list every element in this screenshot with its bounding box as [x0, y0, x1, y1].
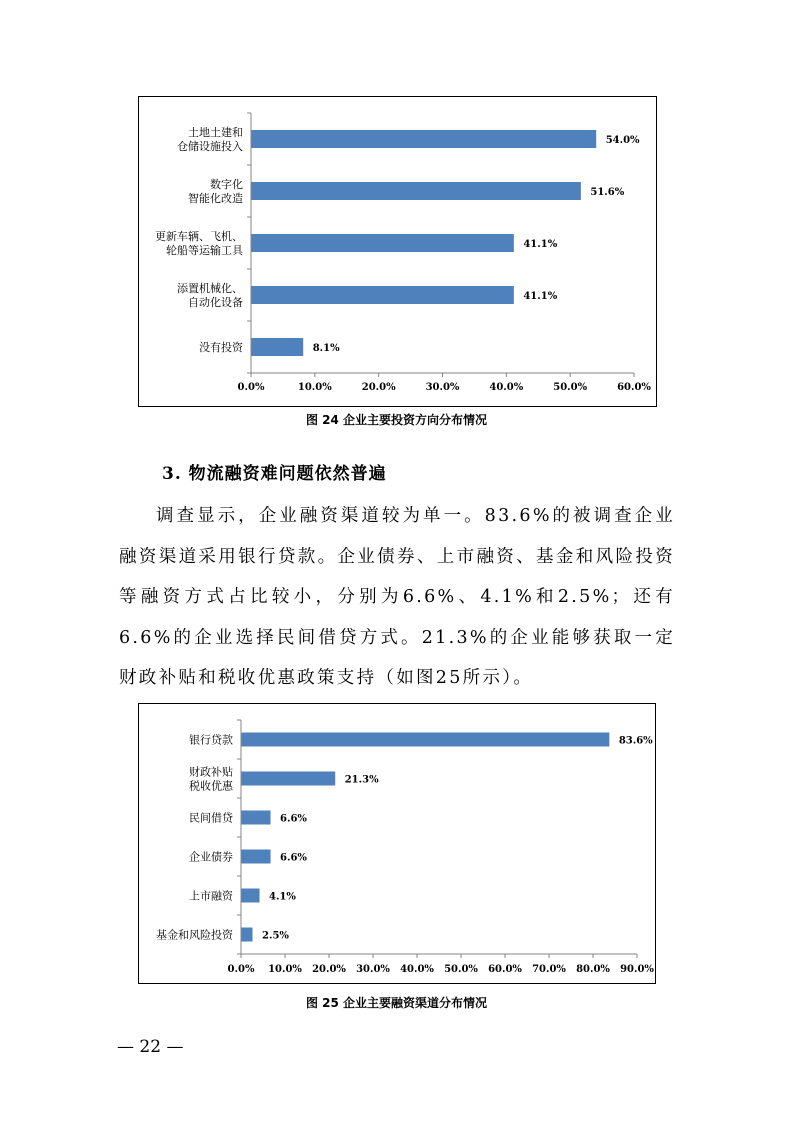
chart24-tick-label: 10.0%: [297, 382, 332, 393]
chart24-data-label: 51.6%: [590, 187, 625, 198]
chart24-data-label: 41.1%: [523, 239, 558, 250]
chart25-bar: [242, 772, 336, 786]
chart24-category-label: 添置机械化、自动化设备: [177, 282, 243, 309]
chart25-category-label: 民间借贷: [189, 811, 233, 825]
chart25-data-label: 4.1%: [269, 891, 296, 903]
chart25-data-label: 2.5%: [262, 930, 289, 942]
chart24-category-label: 土地土建和仓储设施投入: [177, 126, 243, 153]
chart24-category-label: 数字化智能化改造: [188, 178, 243, 205]
chart25-data-label: 83.6%: [618, 735, 653, 747]
chart24-category-label: 没有投资: [199, 341, 243, 354]
chart25-tick-label: 90.0%: [620, 964, 654, 975]
chart25-category-label: 上市融资: [189, 889, 233, 903]
chart25-bar: [242, 850, 271, 864]
figure-25-caption: 图 25 企业主要融资渠道分布情况: [305, 996, 488, 1010]
chart24-tick-label: 40.0%: [489, 382, 524, 393]
chart24-tick-label: 50.0%: [553, 382, 588, 393]
chart24-bar: [252, 338, 304, 356]
page-number: — 22 —: [117, 1037, 184, 1057]
chart24-data-label: 41.1%: [523, 291, 558, 302]
chart24-bar: [252, 286, 514, 304]
chart25-data-label: 21.3%: [344, 774, 379, 786]
chart25-tick-label: 0.0%: [227, 964, 255, 975]
chart25-category-label: 基金和风险投资: [156, 928, 233, 942]
chart24-category-label: 更新车辆、飞机、轮船等运输工具: [155, 230, 243, 257]
chart-financing-channels-svg: [139, 704, 657, 985]
figure-24-caption: 图 24 企业主要投资方向分布情况: [305, 413, 488, 427]
chart25-bar: [242, 928, 253, 942]
chart-investment-direction: [138, 96, 657, 407]
chart24-tick-label: 20.0%: [361, 382, 396, 393]
chart25-data-label: 6.6%: [280, 813, 307, 825]
chart-investment-direction-svg: [139, 97, 658, 408]
chart25-bar: [242, 811, 271, 825]
chart25-category-label: 企业债券: [189, 850, 233, 864]
chart24-tick-label: 0.0%: [237, 382, 265, 393]
chart24-tick-label: 60.0%: [617, 382, 651, 393]
chart24-bar: [252, 130, 597, 148]
chart25-category-label: 银行贷款: [189, 733, 233, 747]
chart25-tick-label: 10.0%: [268, 964, 302, 975]
chart25-tick-label: 70.0%: [532, 964, 566, 975]
body-paragraph: 调查显示，企业融资渠道较为单一。83.6%的被调查企业融资渠道采用银行贷款。企业债券、上市融资、基金和风险投资等融资方式占比较小，分别为6.6%、4.1%和2.5%；还有6.6%的企业选择民间借贷方式。21.3%的企业能够获取一定财政补贴和税收优惠政策支持（如图25所示）。: [119, 506, 675, 689]
chart24-tick-label: 30.0%: [425, 382, 460, 393]
chart25-bar: [242, 889, 260, 903]
chart25-tick-label: 20.0%: [312, 964, 346, 975]
chart-financing-channels: [138, 703, 656, 984]
chart25-tick-label: 40.0%: [400, 964, 434, 975]
chart25-category-label: 财政补贴税收优惠: [189, 765, 233, 793]
chart24-data-label: 54.0%: [605, 135, 640, 146]
chart25-bar: [242, 733, 610, 747]
chart25-tick-label: 60.0%: [488, 964, 522, 975]
section-heading: 3. 物流融资难问题依然普遍: [162, 464, 387, 484]
chart25-data-label: 6.6%: [280, 852, 307, 864]
chart25-tick-label: 80.0%: [576, 964, 610, 975]
chart24-bar: [252, 182, 581, 200]
chart25-tick-label: 30.0%: [356, 964, 390, 975]
chart24-data-label: 8.1%: [312, 343, 340, 354]
chart24-bar: [252, 234, 514, 252]
chart25-tick-label: 50.0%: [444, 964, 478, 975]
